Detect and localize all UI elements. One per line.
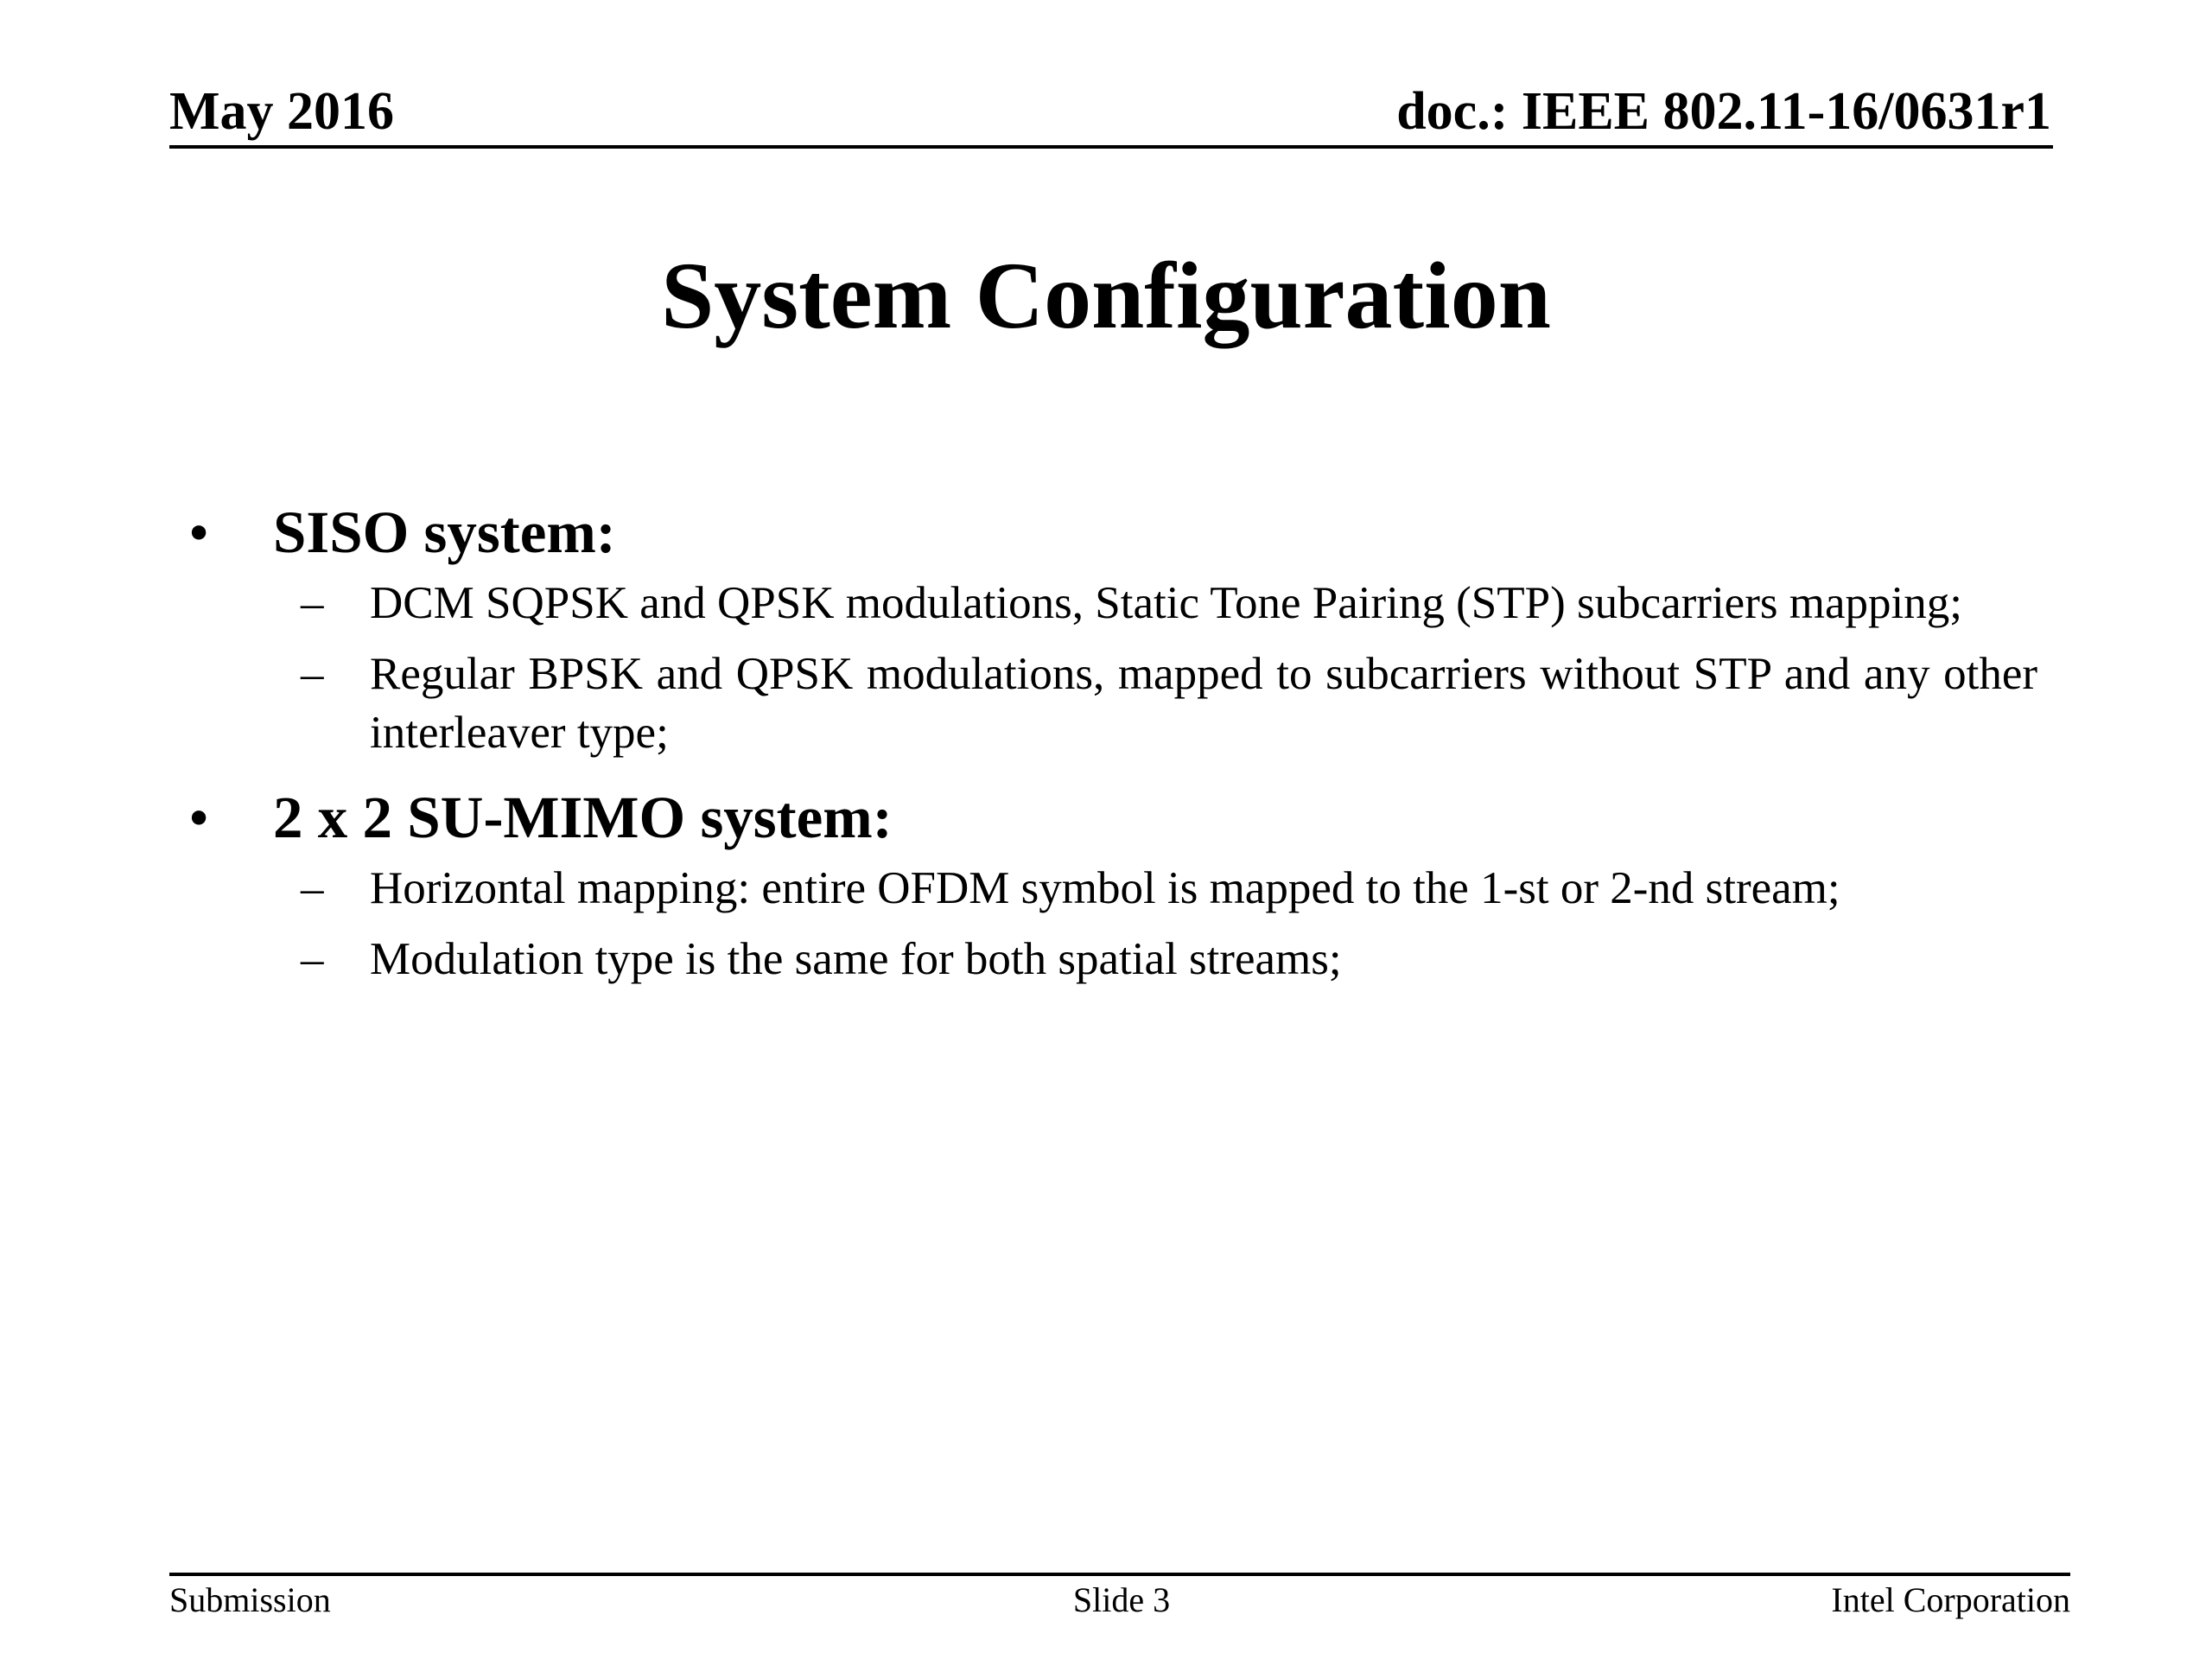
footer-company: Intel Corporation	[1831, 1580, 2070, 1619]
dash-icon: –	[301, 649, 324, 699]
sub-item	[181, 645, 2037, 762]
header-date: May 2016	[169, 82, 395, 141]
sub-item-text: Modulation type is the same for both spatial streams;	[370, 934, 1342, 984]
sub-item-text: Horizontal mapping: entire OFDM symbol is mapped to the 1-st or 2-nd stream;	[370, 863, 1840, 913]
bullet-heading: SISO system:	[273, 499, 616, 565]
footer-divider	[169, 1573, 2070, 1576]
section-mimo	[181, 779, 2037, 988]
dash-icon: –	[301, 863, 324, 913]
sub-item-text: Regular BPSK and QPSK modulations, mapped to subcarriers without STP and any other interleaver type;	[370, 649, 2037, 758]
bullet-item-mimo	[181, 779, 2037, 855]
header-divider	[169, 145, 2053, 149]
sub-item-text: DCM SQPSK and QPSK modulations, Static Tone Pairing (STP) subcarriers mapping;	[370, 578, 1962, 628]
footer-submission: Submission	[169, 1580, 331, 1619]
slide-body	[181, 494, 2037, 1001]
sub-item	[181, 574, 2037, 632]
sub-item	[181, 930, 2037, 988]
bullet-heading: 2 x 2 SU-MIMO system:	[273, 785, 893, 850]
section-siso	[181, 494, 2037, 762]
slide-title: System Configuration	[661, 243, 1551, 348]
bullet-item-siso	[181, 494, 2037, 570]
header-doc-id: doc.: IEEE 802.11-16/0631r1	[1396, 82, 2051, 141]
footer-slide-number: Slide 3	[1072, 1580, 1171, 1619]
bullet-icon: •	[188, 785, 210, 850]
sub-item	[181, 859, 2037, 918]
bullet-icon: •	[188, 499, 210, 565]
dash-icon: –	[301, 934, 324, 984]
dash-icon: –	[301, 578, 324, 628]
